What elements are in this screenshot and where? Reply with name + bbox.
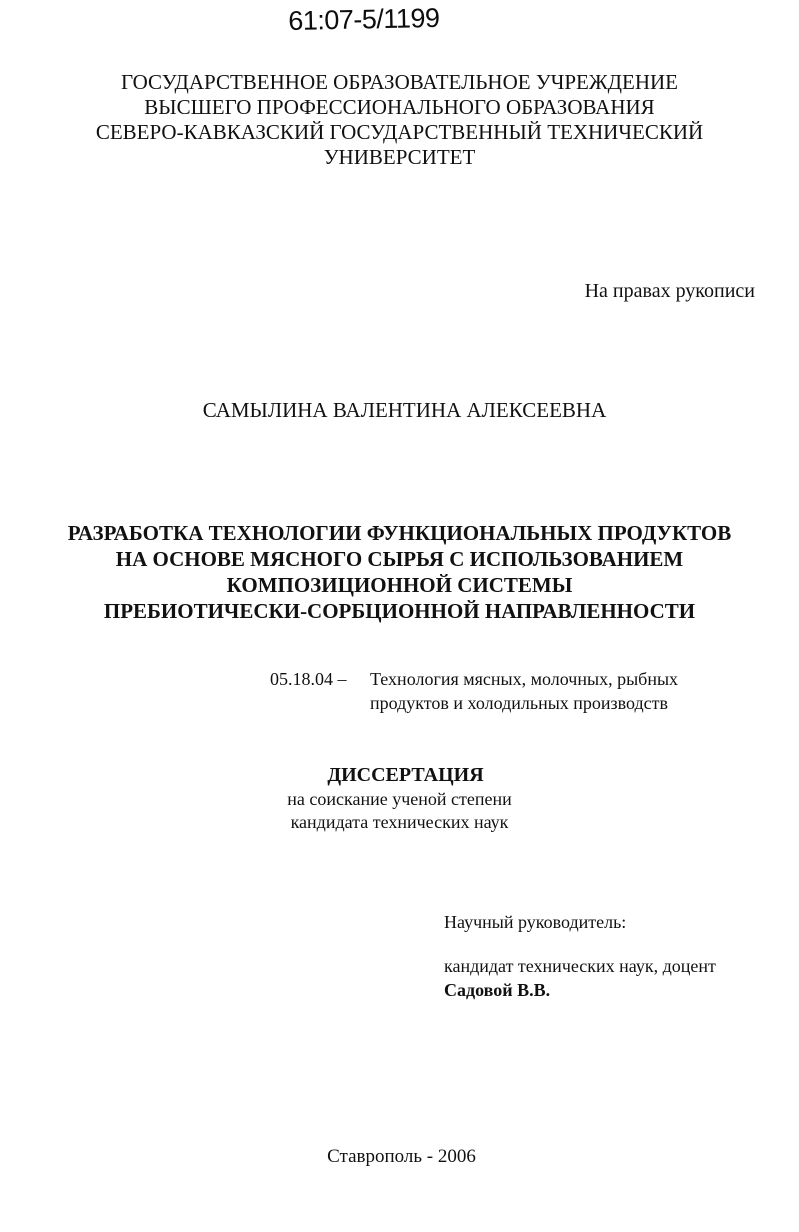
advisor-label: Научный руководитель: xyxy=(444,912,627,932)
degree-line: на соискание ученой степени xyxy=(287,789,512,809)
place-and-year: Ставрополь - 2006 xyxy=(327,1146,476,1167)
advisor-block xyxy=(444,910,716,1002)
author-name: САМЫЛИНА ВАЛЕНТИНА АЛЕКСЕЕВНА xyxy=(202,398,607,422)
specialty-line: продуктов и холодильных производств xyxy=(370,693,669,713)
institution-line: ВЫСШЕГО ПРОФЕССИОНАЛЬНОГО ОБРАЗОВАНИЯ xyxy=(144,95,655,119)
title-line: КОМПОЗИЦИОННОЙ СИСТЕМЫ xyxy=(226,573,573,597)
specialty-line: Технология мясных, молочных, рыбных xyxy=(370,669,679,689)
institution-line: СЕВЕРО-КАВКАЗСКИЙ ГОСУДАРСТВЕННЫЙ ТЕХНИЧЕСКИЙ xyxy=(95,120,704,144)
advisor-name: Садовой В.В. xyxy=(444,980,551,1000)
archive-stamp: 61:07-5/1199 xyxy=(288,2,440,36)
specialty-block xyxy=(270,667,678,715)
degree-line: кандидата технических наук xyxy=(290,812,509,832)
document-type-heading: ДИССЕРТАЦИЯ xyxy=(327,764,484,786)
manuscript-note: На правах рукописи xyxy=(584,280,755,302)
dissertation-title xyxy=(0,520,799,624)
institution-header xyxy=(0,70,799,170)
specialty-code: 05.18.04 – xyxy=(270,669,347,689)
advisor-rank: кандидат технических наук, доцент xyxy=(444,956,716,976)
title-line: ПРЕБИОТИЧЕСКИ-СОРБЦИОННОЙ НАПРАВЛЕННОСТИ xyxy=(103,599,696,623)
title-line: РАЗРАБОТКА ТЕХНОЛОГИИ ФУНКЦИОНАЛЬНЫХ ПРОДУКТОВ xyxy=(67,521,732,545)
institution-line: УНИВЕРСИТЕТ xyxy=(323,145,476,169)
degree-block xyxy=(0,762,799,834)
title-line: НА ОСНОВЕ МЯСНОГО СЫРЬЯ С ИСПОЛЬЗОВАНИЕМ xyxy=(115,547,684,571)
institution-line: ГОСУДАРСТВЕННОЕ ОБРАЗОВАТЕЛЬНОЕ УЧРЕЖДЕНИЕ xyxy=(121,70,678,94)
